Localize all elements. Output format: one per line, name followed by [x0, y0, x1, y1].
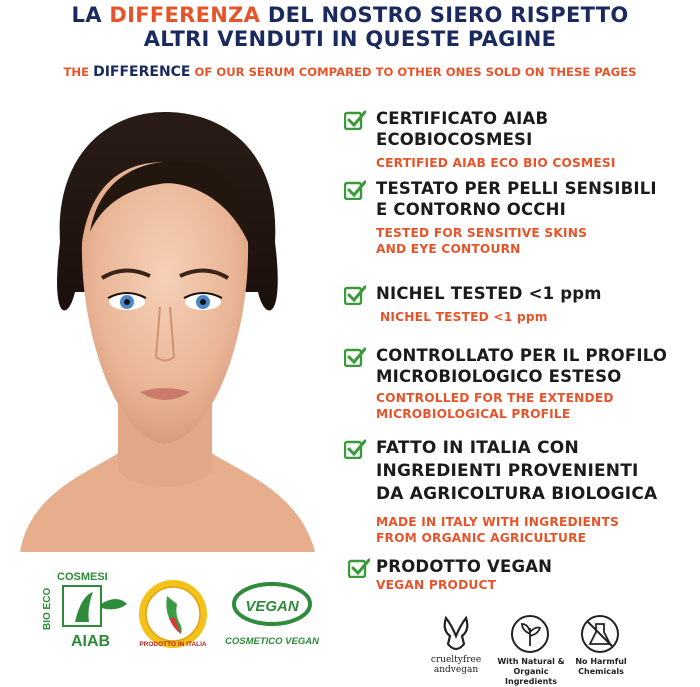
feature-sensitive-skin	[344, 178, 700, 257]
feature-it-line: TESTATO PER PELLI SENSIBILI	[376, 179, 657, 198]
aiab-side-label: BIO ECO	[42, 587, 53, 630]
feature-it-line: E CONTORNO OCCHI	[376, 200, 566, 219]
feature-vegan	[344, 556, 700, 593]
feature-it-line: NICHEL TESTED <1 ppm	[376, 284, 602, 303]
headline-italian-line1	[0, 3, 700, 27]
feature-it-line: DA AGRICOLTURA BIOLOGICA	[376, 484, 658, 504]
model-face-image	[0, 92, 330, 552]
cruelty-free-label	[418, 655, 494, 675]
cruelty-free-bunny-icon	[436, 614, 476, 656]
cruelty-line: crueltyfree	[430, 655, 482, 665]
checkmark-icon	[344, 180, 366, 200]
feature-nichel	[344, 283, 700, 325]
vegan-caption-label: COSMETICO VEGAN	[225, 636, 319, 647]
italy-seal-label: PRODOTTO IN ITALIA	[139, 641, 207, 648]
feature-en-line: AND EYE CONTOURN	[376, 242, 521, 256]
cruelty-line: andvegan	[433, 665, 479, 675]
subtitle-post: OF OUR SERUM COMPARED TO OTHER ONES SOLD ON THESE PAGES	[190, 65, 637, 79]
feature-it-line: PRODOTTO VEGAN	[376, 557, 553, 576]
no-chemicals-label	[566, 657, 636, 677]
vegan-badge-label: VEGAN	[245, 598, 299, 615]
feature-en-line: NICHEL TESTED <1 ppm	[380, 310, 548, 324]
chemicals-line: No Harmful	[575, 657, 627, 666]
checkmark-icon	[348, 558, 370, 578]
feature-it-line: MICROBIOLOGICO ESTESO	[376, 367, 622, 386]
natural-line: Organic Ingredients	[505, 667, 557, 686]
feature-aiab	[344, 108, 700, 171]
feature-en-line: CONTROLLED FOR THE EXTENDED	[376, 391, 614, 405]
feature-en-line: MADE IN ITALY WITH INGREDIENTS	[376, 515, 619, 529]
checkmark-icon	[344, 439, 366, 459]
aiab-name-label: AIAB	[71, 633, 111, 650]
feature-en-line: VEGAN PRODUCT	[376, 578, 497, 592]
subtitle-pre: THE	[63, 65, 94, 79]
made-in-italy-seal	[137, 578, 209, 650]
no-chemicals-flask-icon	[580, 614, 620, 654]
chemicals-line: Chemicals	[578, 667, 624, 676]
subtitle-strong: DIFFERENCE	[93, 64, 191, 80]
feature-made-in-italy	[344, 437, 700, 546]
aiab-logo	[35, 568, 135, 653]
feature-microbiological	[344, 345, 700, 422]
feature-it-line: FATTO IN ITALIA CON	[376, 438, 579, 458]
feature-en-line: MICROBIOLOGICAL PROFILE	[376, 407, 571, 421]
aiab-top-label: COSMESI	[57, 571, 108, 583]
natural-line: With Natural &	[497, 657, 565, 666]
headline-italian-line2: ALTRI VENDUTI IN QUESTE PAGINE	[143, 27, 557, 51]
checkmark-icon	[344, 110, 366, 130]
checkmark-icon	[344, 285, 366, 305]
feature-it-line: CERTIFICATO AIAB	[376, 109, 549, 128]
vegan-logo	[220, 578, 330, 654]
feature-it-line: CONTROLLATO PER IL PROFILO	[376, 346, 668, 365]
headline-pre: LA	[71, 3, 110, 27]
feature-en-line: FROM ORGANIC AGRICULTURE	[376, 531, 587, 545]
feature-en-line: TESTED FOR SENSITIVE SKINS	[376, 226, 588, 240]
feature-en-line: CERTIFIED AIAB ECO BIO COSMESI	[376, 156, 616, 170]
headline-english	[0, 64, 700, 80]
headline-post: DEL NOSTRO SIERO RISPETTO	[260, 3, 629, 27]
natural-ingredients-icon	[510, 614, 550, 654]
headline-accent: DIFFERENZA	[109, 3, 261, 27]
checkmark-icon	[344, 347, 366, 367]
feature-it-line: ECOBIOCOSMESI	[376, 130, 533, 149]
feature-it-line: INGREDIENTI PROVENIENTI	[376, 461, 639, 481]
